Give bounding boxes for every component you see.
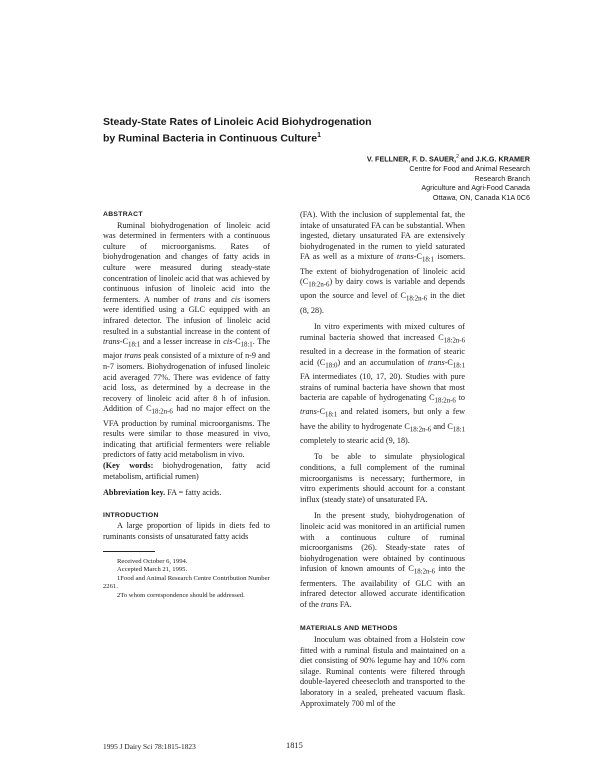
abbreviation-key: Abbreviation key. FA = fatty acids. [103,488,222,498]
article-title [103,116,503,146]
footnote-received: Received October 6, 1994. [117,557,188,565]
right-paragraph-3: To be able to simulate physiological conditions, a full complement of the ruminal microorganisms is necessary; furthermore, in vitro experiments should account for a constant influx (steady state) of unsaturated FA. [300,452,465,504]
abstract-text: Ruminal biohydrogenation of linoleic acid was determined in fermenters with a continuous culture of microorganisms. Rates of biohydrogenation and changes of fatty acids in culture were measured during steady-state concentration of linoleic acid that was achieved by continuous infusion of linoleic acid into the fermenters. A number of trans and cis isomers were identified using a GLC equipped with an infrared detector. The infusion of linoleic acid resulted in a substantial increase in the content of trans-$C_{18:1}$ and a lesser increase in cis-$C_{18:1}$. The major trans peak consisted of a mixture of n-9 and n-7 isomers. Biohydrogenation of infused linoleic acid averaged 77%. There was evidence of fatty acid loss, as determined by a decrease in the recovery of linoleic acid after 8 h of infusion. Addition of $C_{18:2n-6}$ had no major effect on the VFA production by ruminal microorganisms. The results were similar to those measured in vivo, indicating that artificial fermenters were reliable predictors of fatty acid metabolism in vivo. [103,220,271,460]
footnote-rule [103,551,155,552]
introduction-text: A large proportion of lipids in diets fed to ruminants consists of unsaturated fatty acids [103,521,270,541]
affiliation-line-2: Research Branch [474,173,530,183]
right-paragraph-2: In vitro experiments with mixed cultures of ruminal bacteria showed that increased $C_{18:2n-6}$ resulted in a decrease in the formation of stearic acid $(C_{18:0})$ and an accumulation of trans-$C_{18:1}$ FA intermediates (10, 17, 20). Studies with pure strains of ruminal bacteria have shown that most bacteria are capable of hydrogenating $C_{18:2n-6}$ to trans-$C_{18:1}$ and related isomers, but only a few have the ability to hydrogenate $C_{18:2n-6}$ and $C_{18:1}$ completely to stearic acid (9, 18). [300,322,466,445]
title-footnote-mark: 1 [317,132,322,139]
title-line-2: by Ruminal Bacteria in Continuous Culture [103,132,318,145]
right-column [300,210,465,709]
author-block [230,153,530,202]
right-paragraph-4: In the present study, biohydrogenation of linoleic acid was monitored in an artificial rumen with a continuous culture of ruminal microorganisms (26). Steady-state rates of biohydrogenation were obtained by continuous infusion of known amounts of $C_{18:2n-6}$ into the fermenters. The availability of GLC with an infrared detector allowed accurate identification of the trans FA. [300,511,465,609]
right-paragraph-5: Inoculum was obtained from a Holstein cow fitted with a ruminal fistula and maintained on a diet consisting of 90% legume hay and 10% corn silage. Ruminal contents were filtered through double-layered cheesecloth and transported to the laboratory in a sealed, preheated vacuum flask. Approximately 700 ml of the [300,634,465,708]
left-column [103,210,270,600]
right-paragraph-1: (FA). With the inclusion of supplemental fat, the intake of unsaturated FA can be substantial. When ingested, dietary unsaturated FA are extensively biohydrogenated in the rumen to yield saturated FA as well as a mixture of trans-$C_{18:1}$ isomers. The extent of biohydrogenation of linoleic acid $(C_{18:2n-6})$ by dairy cows is variable and depends upon the source and level of $C_{18:2n-6}$ in the diet (8, 28). [300,210,466,315]
journal-citation: 1995 J Dairy Sci 78:1815-1823 [103,742,196,751]
author-footnote-mark: 2 [456,154,459,160]
introduction-heading: INTRODUCTION [103,511,159,519]
footnote-accepted: Accepted March 21, 1995. [117,566,188,574]
page-number: 1815 [286,741,303,750]
footnote-2: 2To whom correspondence should be addressed. [117,591,245,599]
abstract-heading: ABSTRACT [103,211,143,218]
author-names: V. FELLNER, F. D. SAUER, [366,154,457,164]
materials-methods-heading: MATERIALS AND METHODS [300,625,398,633]
author-names-tail: and J.K.G. KRAMER [460,154,530,164]
affiliation-line-3: Agriculture and Agri-Food Canada [421,183,530,193]
keywords: (Key words: biohydrogenation, fatty acid metabolism, artificial rumen) [103,460,270,481]
affiliation-line-1: Centre for Food and Animal Research [409,163,530,173]
title-line-1: Steady-State Rates of Linoleic Acid Biohydrogenation [103,116,372,128]
footnote-1: 1Food and Animal Research Centre Contribution Number 2261. [103,574,270,591]
affiliation-line-4: Ottawa, ON, Canada K1A 0C6 [432,192,530,202]
